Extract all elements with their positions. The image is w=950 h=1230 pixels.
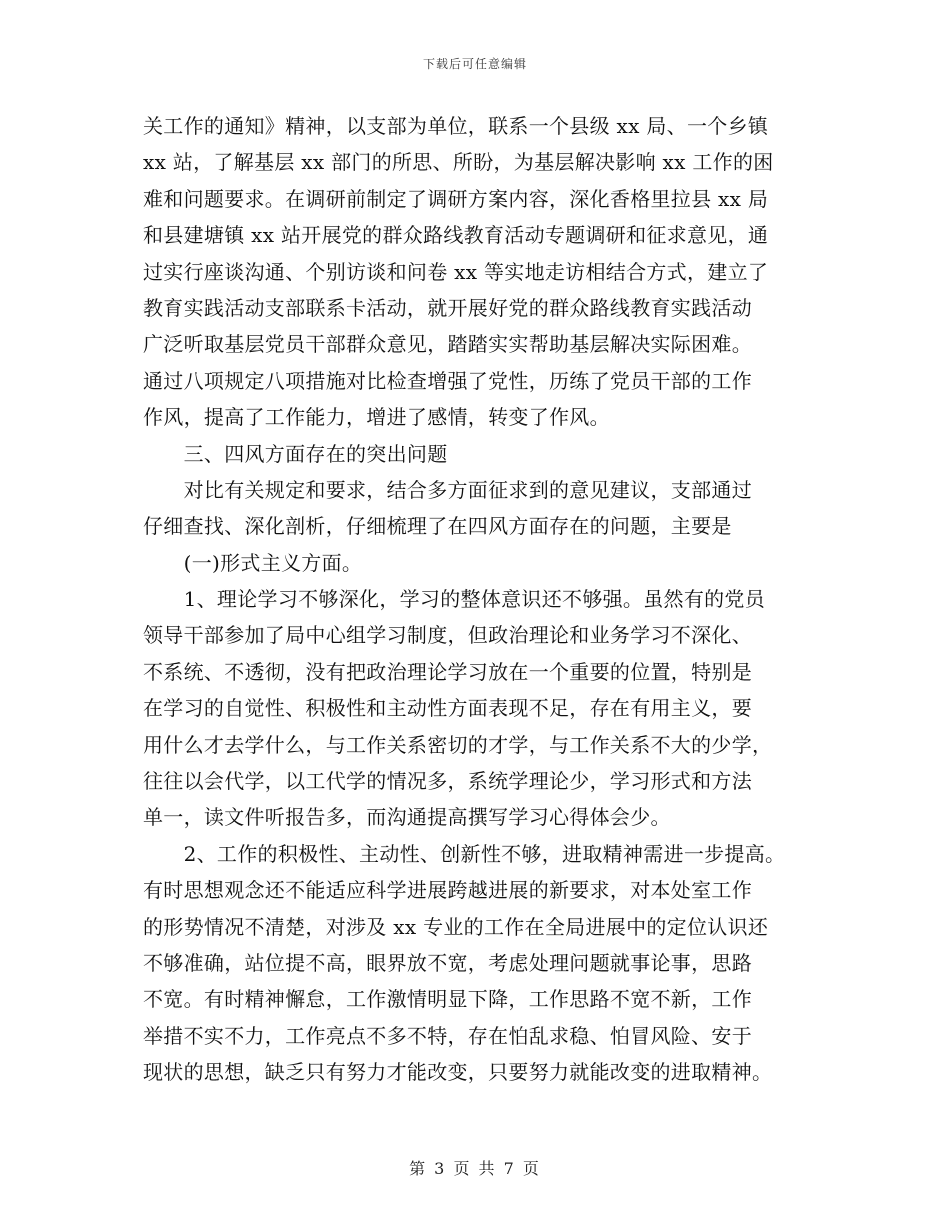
text-line: 难和问题要求。在调研前制定了调研方案内容，深化香格里拉县 xx 局 (143, 186, 769, 211)
page-header: 下载后可任意编辑 (422, 57, 527, 71)
text-line: 用什么才去学什么，与工作关系密切的才学，与工作关系不大的少学， (143, 732, 773, 757)
text-line: 广泛听取基层党员干部群众意见，踏踏实实帮助基层解决实际困难。 (143, 332, 752, 357)
page-number-footer: 第 3 页 共 7 页 (409, 1159, 541, 1178)
text-line: xx 站，了解基层 xx 部门的所思、所盼，为基层解决影响 xx 工作的困 (143, 150, 774, 175)
text-line: 举措不实不力，工作亮点不多不特，存在怕乱求稳、怕冒风险、安于 (143, 1023, 752, 1048)
text-line: 不系统、不透彻，没有把政治理论学习放在一个重要的位置，特别是 (143, 659, 752, 684)
text-line: 作风，提高了工作能力，增进了感情，转变了作风。 (143, 405, 610, 430)
text-line: 的形势情况不清楚，对涉及 xx 专业的工作在全局进展中的定位认识还 (143, 914, 769, 939)
text-line: 仔细查找、深化剖析，仔细梳理了在四风方面存在的问题，主要是 (143, 514, 732, 539)
section-heading: 三、四风方面存在的突出问题 (143, 441, 448, 466)
text-line: 领导干部参加了局中心组学习制度，但政治理论和业务学习不深化、 (143, 623, 752, 648)
text-line: 教育实践活动支部联系卡活动，就开展好党的群众路线教育实践活动 (143, 295, 752, 320)
text-line: 2、工作的积极性、主动性、创新性不够，进取精神需进一步提高。 (143, 841, 786, 866)
text-line: 1、理论学习不够深化，学习的整体意识还不够强。虽然有的党员 (143, 587, 766, 612)
subsection-heading: (一)形式主义方面。 (143, 550, 363, 575)
text-line: 有时思想观念还不能适应科学进展跨越进展的新要求，对本处室工作 (143, 878, 752, 903)
text-line: 往往以会代学，以工代学的情况多，系统学理论少，学习形式和方法 (143, 769, 752, 794)
text-line: 和县建塘镇 xx 站开展党的群众路线教育活动专题调研和征求意见，通 (143, 223, 769, 248)
text-line: 不够准确，站位提不高，眼界放不宽，考虑处理问题就事论事，思路 (143, 950, 752, 975)
text-line: 通过八项规定八项措施对比检查增强了党性，历练了党员干部的工作 (143, 368, 752, 393)
text-line: 现状的思想，缺乏只有努力才能改变，只要努力就能改变的进取精神。 (143, 1060, 773, 1085)
text-line: 单一，读文件听报告多，而沟通提高撰写学习心得体会少。 (143, 805, 671, 830)
text-line: 在学习的自觉性、积极性和主动性方面表现不足，存在有用主义，要 (143, 696, 752, 721)
body-text (143, 108, 843, 1091)
text-line: 过实行座谈沟通、个别访谈和问卷 xx 等实地走访相结合方式，建立了 (143, 259, 769, 284)
text-line: 不宽。有时精神懈怠，工作激情明显下降，工作思路不宽不新，工作 (143, 987, 752, 1012)
text-line: 对比有关规定和要求，结合多方面征求到的意见建议，支部通过 (143, 477, 752, 502)
text-line: 关工作的通知》精神，以支部为单位，联系一个县级 xx 局、一个乡镇 (143, 114, 769, 138)
